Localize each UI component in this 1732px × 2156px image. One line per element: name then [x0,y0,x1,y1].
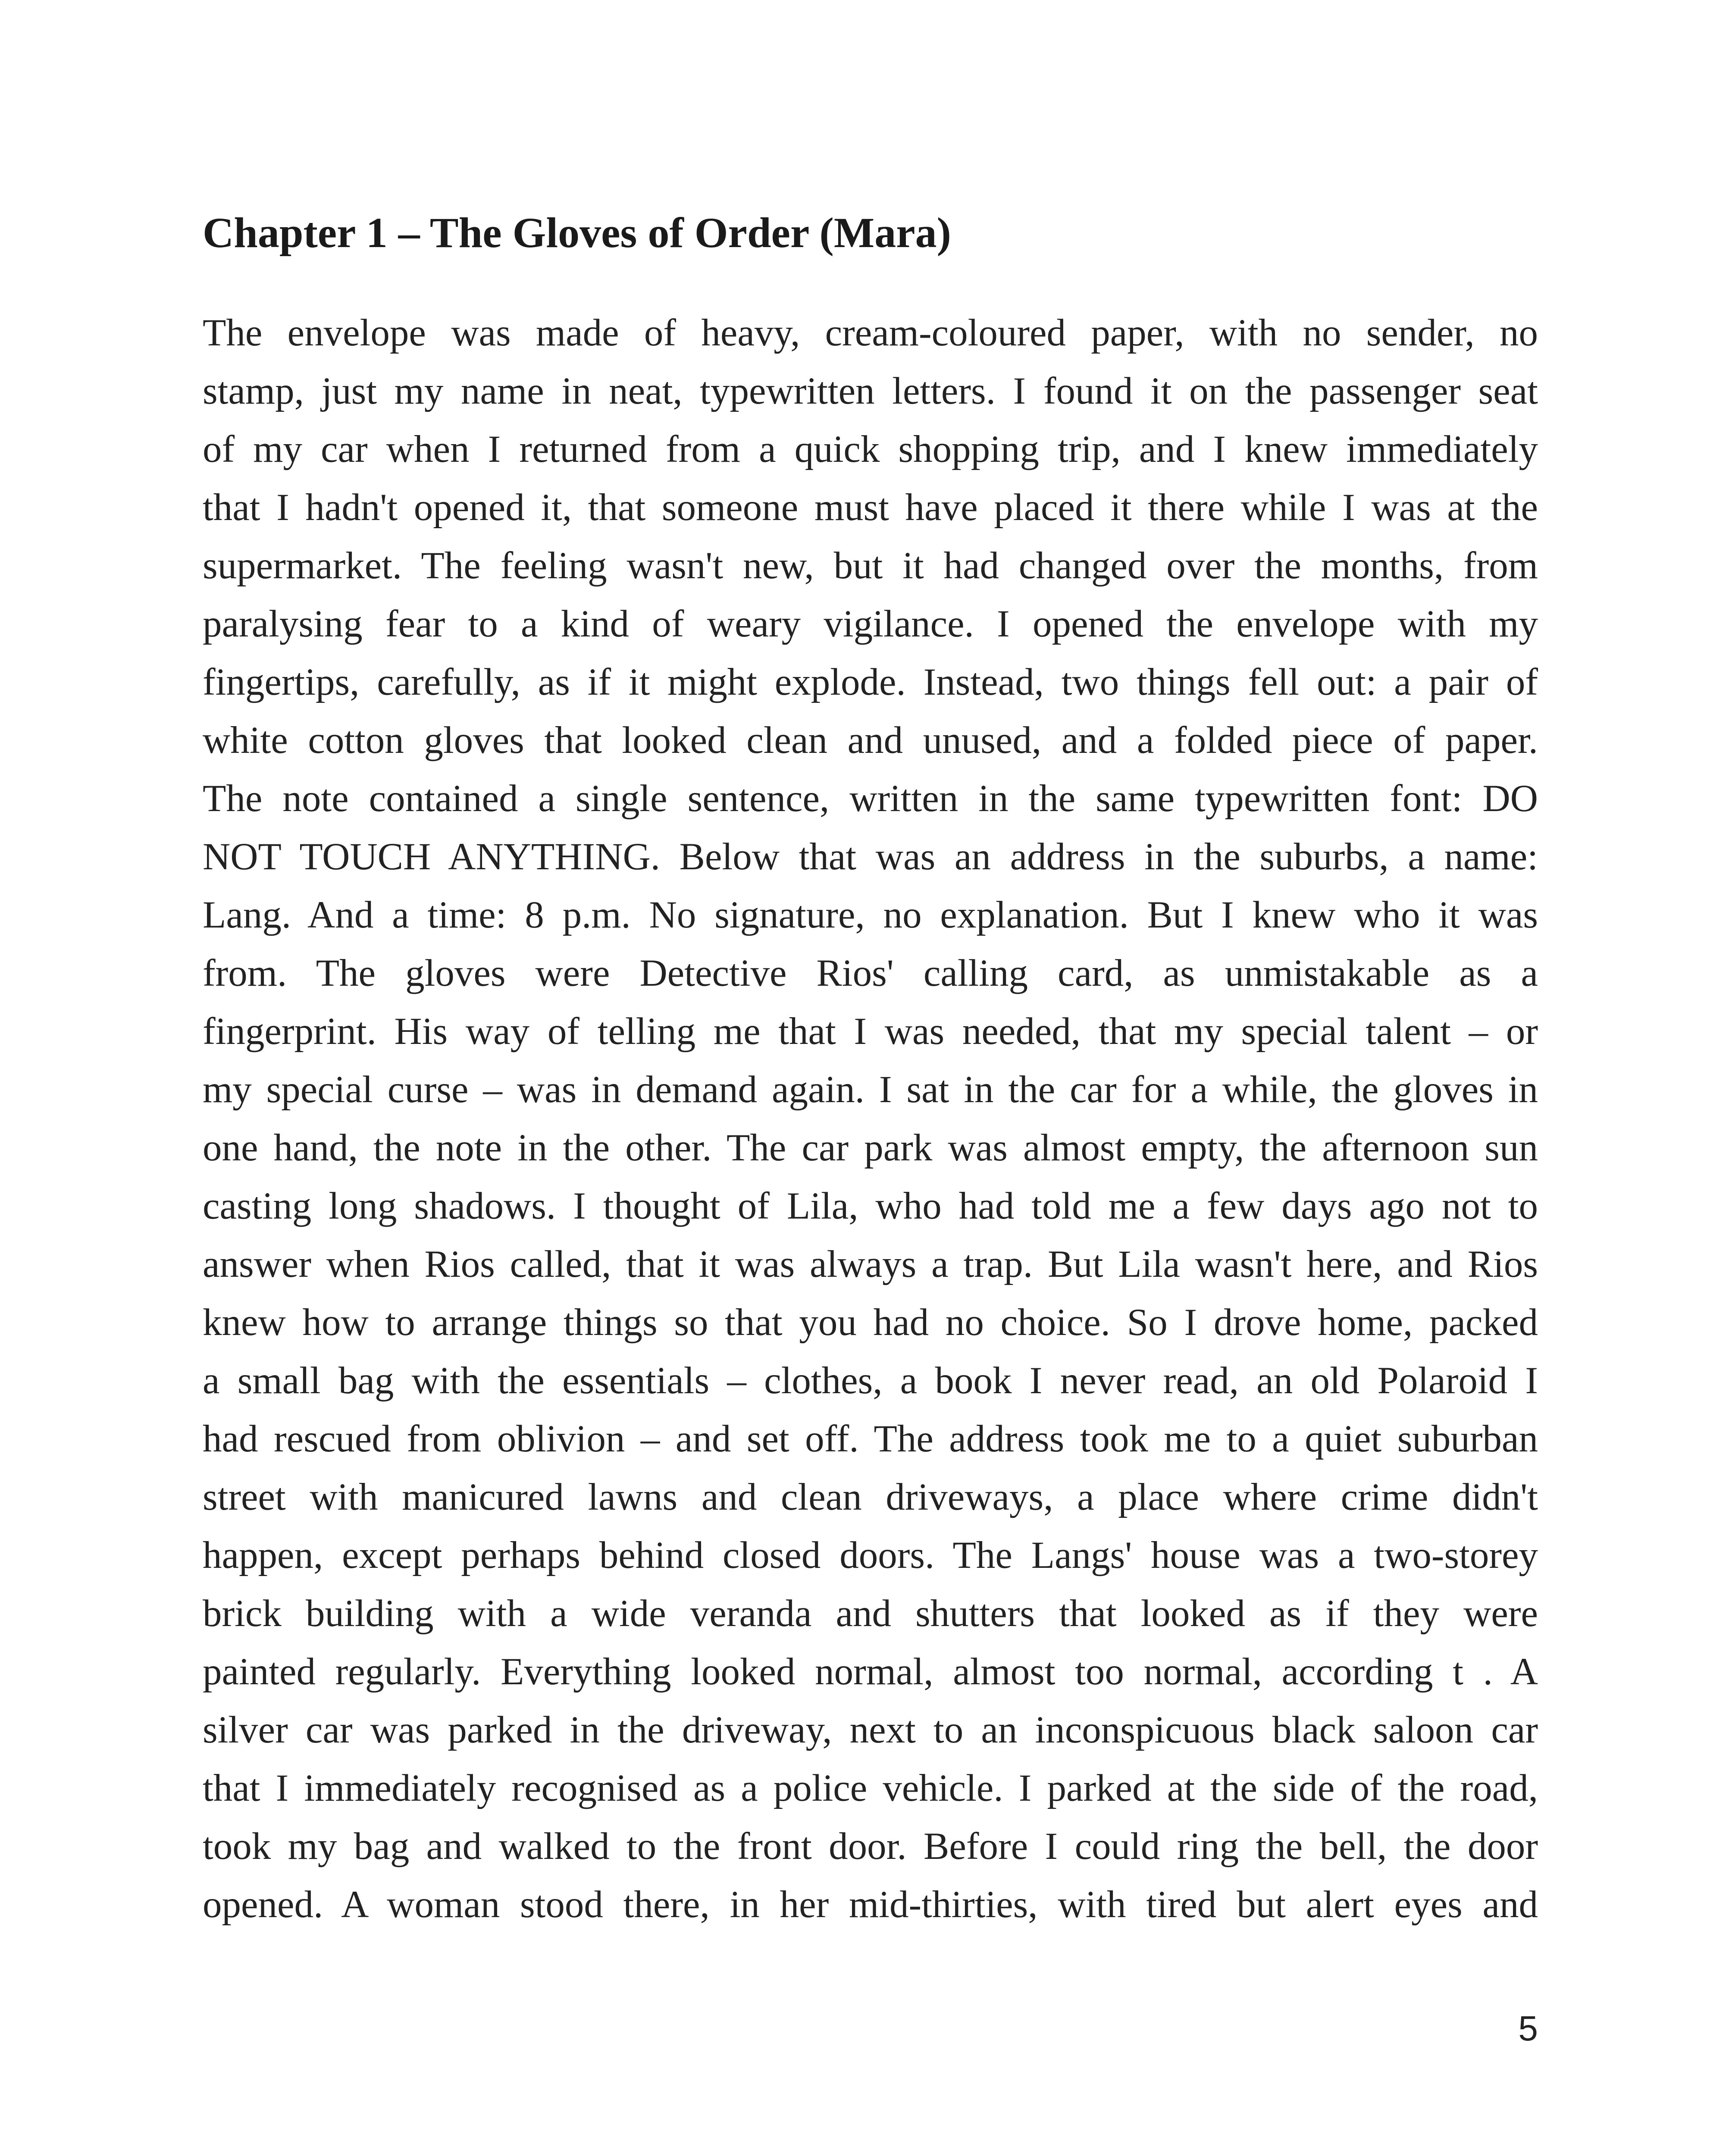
text-line: NOT TOUCH ANYTHING. Below that was an address in the suburbs, a name: [203,836,1538,878]
text-line: took my bag and walked to the front door. Before I could ring the bell, the door [203,1825,1538,1868]
text-line: silver car was parked in the driveway, next to an inconspicuous black saloon car [203,1709,1538,1751]
text-line: one hand, the note in the other. The car park was almost empty, the afternoon sun [203,1127,1538,1169]
text-line: had rescued from oblivion – and set off. The address took me to a quiet suburban [203,1418,1538,1460]
chapter-title: Chapter 1 – The Gloves of Order (Mara) [203,209,951,257]
text-line: painted regularly. Everything looked normal, almost too normal, according t . A [203,1651,1538,1693]
text-line: The note contained a single sentence, written in the same typewritten font: DO [203,777,1538,820]
text-line: fingertips, carefully, as if it might explode. Instead, two things fell out: a pair of [203,661,1538,703]
text-line: knew how to arrange things so that you had no choice. So I drove home, packed [203,1301,1538,1344]
text-line: that I immediately recognised as a police vehicle. I parked at the side of the road, [203,1767,1538,1809]
text-line: Lang. And a time: 8 p.m. No signature, no explanation. But I knew who it was [203,894,1538,936]
text-line: my special curse – was in demand again. I sat in the car for a while, the gloves in [203,1069,1538,1111]
text-line: street with manicured lawns and clean driveways, a place where crime didn't [203,1476,1538,1518]
text-line: happen, except perhaps behind closed doors. The Langs' house was a two-storey [203,1534,1538,1576]
text-line: The envelope was made of heavy, cream-coloured paper, with no sender, no [203,312,1538,354]
text-line: from. The gloves were Detective Rios' calling card, as unmistakable as a [203,952,1538,994]
text-line: supermarket. The feeling wasn't new, but it had changed over the months, from [203,545,1538,587]
page-number: 5 [1518,2009,1538,2048]
text-line: fingerprint. His way of telling me that I was needed, that my special talent – or [203,1010,1538,1053]
text-line: of my car when I returned from a quick shopping trip, and I knew immediately [203,428,1538,470]
text-line: stamp, just my name in neat, typewritten letters. I found it on the passenger seat [203,370,1538,412]
body-paragraph [203,304,1538,1934]
text-line: paralysing fear to a kind of weary vigilance. I opened the envelope with my [203,603,1538,645]
text-line: brick building with a wide veranda and shutters that looked as if they were [203,1592,1538,1635]
text-line: a small bag with the essentials – clothes, a book I never read, an old Polaroid I [203,1360,1538,1402]
text-line: casting long shadows. I thought of Lila, who had told me a few days ago not to [203,1185,1538,1227]
text-line: answer when Rios called, that it was always a trap. But Lila wasn't here, and Rios [203,1243,1538,1285]
text-line: white cotton gloves that looked clean and unused, and a folded piece of paper. [203,719,1538,761]
text-line: opened. A woman stood there, in her mid-thirties, with tired but alert eyes and [203,1883,1538,1926]
text-line: that I hadn't opened it, that someone must have placed it there while I was at the [203,486,1538,529]
